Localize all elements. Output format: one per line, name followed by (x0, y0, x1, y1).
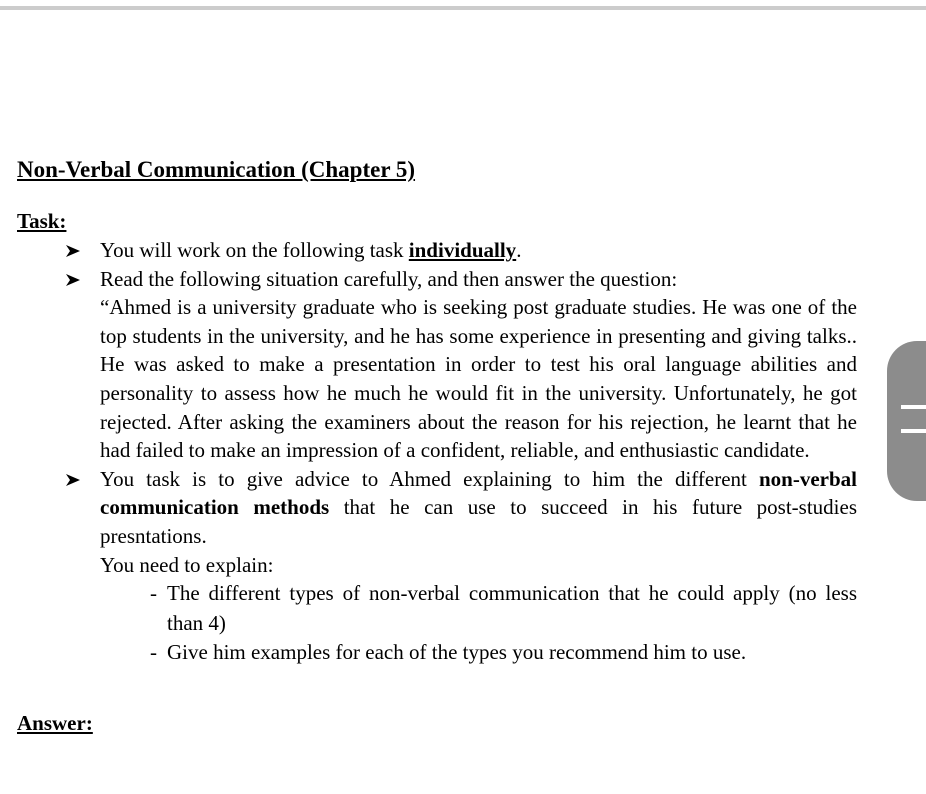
bullet-emphasis-individually: individually (408, 238, 517, 262)
menu-handle-icon[interactable] (887, 341, 926, 501)
task-bullet-situation (17, 265, 857, 465)
arrowhead-bullet-icon (65, 265, 85, 294)
bullet-text-end: . (516, 238, 522, 262)
task-bullet-advice (17, 465, 857, 668)
bullet-text-end: that he can use to succeed in his future post-studies presntations. (100, 495, 857, 548)
sub-item-text: Give him examples for each of the types you recommend him to use. (167, 640, 747, 665)
bullet-text: Read the following situation carefully, and then answer the question: (100, 266, 678, 291)
document-title: Non-Verbal Communication (Chapter 5) (17, 157, 416, 182)
sub-item-examples (17, 638, 857, 668)
task-bullet-individual (17, 236, 857, 265)
task-bullet-list (17, 236, 857, 668)
arrowhead-bullet-icon (65, 236, 85, 265)
dash-marker: - (150, 640, 157, 665)
sub-item-text: The different types of non-verbal communication that he could apply (no less than 4) (167, 581, 857, 635)
answer-label: Answer: (17, 711, 93, 735)
explain-intro: You need to explain: (100, 552, 274, 577)
explain-sub-list (17, 579, 857, 668)
top-divider (0, 6, 926, 10)
document-body (17, 154, 857, 668)
bullet-text: You task is to give advice to Ahmed explaining to him the different (100, 466, 759, 491)
handle-line-bottom (901, 429, 926, 433)
handle-line-top (901, 405, 926, 409)
task-label: Task: (17, 209, 67, 233)
situation-paragraph: “Ahmed is a university graduate who is seeking post graduate studies. He was one of the top students in the university, and he has some experience in presenting and giving talks.. He was asked to make a presentation in order to test his oral language abilities and personality to assess how he much he would fit in the university. Unfortunately, he got rejected. After asking the examiners about the reason for his rejection, he learnt that he had failed to make an impression of a confident, reliable, and enthusiastic candidate. (100, 295, 857, 463)
bullet-text: You will work on the following task (100, 238, 409, 262)
dash-marker: - (150, 581, 157, 606)
sub-item-types (17, 579, 857, 638)
arrowhead-bullet-icon (65, 465, 85, 494)
bullet-emphasis-nonverbal: non-verbal communication methods (100, 466, 857, 520)
